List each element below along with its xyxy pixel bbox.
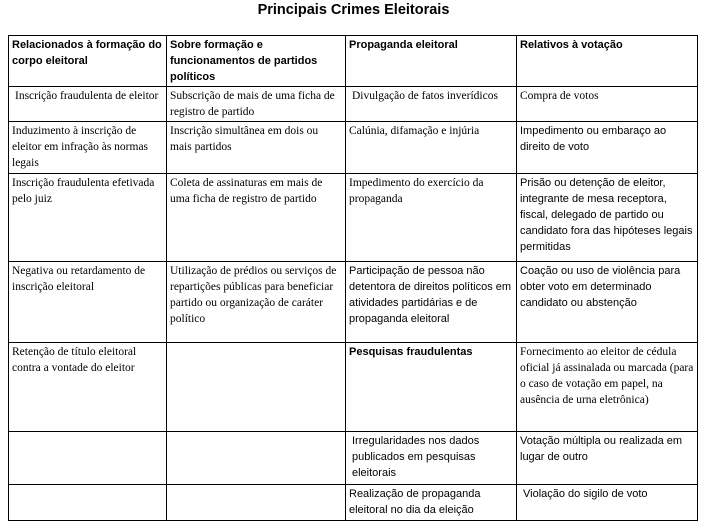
- table-cell: [9, 432, 167, 485]
- table-cell: Coação ou uso de violência para obter voto em determinado candidato ou abstenção: [517, 262, 698, 343]
- table-cell: Irregularidades nos dados publicados em pesquisas eleitorais: [346, 432, 517, 485]
- header-formacao-corpo-eleitoral: Relacionados à formação do corpo eleitoral: [9, 36, 167, 87]
- table-cell: [167, 343, 346, 432]
- table-cell: Divulgação de fatos inverídicos: [346, 87, 517, 122]
- table-cell: Fornecimento ao eleitor de cédula oficial já assinalada ou marcada (para o caso de votação em papel, na ausência de urna eletrônica): [517, 343, 698, 432]
- header-partidos-politicos: Sobre formação e funcionamentos de partidos políticos: [167, 36, 346, 87]
- table-cell: Impedimento do exercício da propaganda: [346, 174, 517, 262]
- table-cell: Inscrição simultânea em dois ou mais partidos: [167, 122, 346, 174]
- header-votacao: Relativos à votação: [517, 36, 698, 87]
- table-row: [9, 174, 698, 262]
- table-cell: Calúnia, difamação e injúria: [346, 122, 517, 174]
- table-cell: Utilização de prédios ou serviços de repartições públicas para beneficiar partido ou organização de caráter político: [167, 262, 346, 343]
- table-cell: [167, 485, 346, 521]
- header-propaganda-eleitoral: Propaganda eleitoral: [346, 36, 517, 87]
- table-cell: Compra de votos: [517, 87, 698, 122]
- table-cell: Subscrição de mais de uma ficha de registro de partido: [167, 87, 346, 122]
- table-cell: Realização de propaganda eleitoral no dia da eleição: [346, 485, 517, 521]
- table-cell: Violação do sigilo de voto: [517, 485, 698, 521]
- table-row: [9, 432, 698, 485]
- page-title: Principais Crimes Eleitorais: [257, 2, 450, 18]
- table-row: [9, 262, 698, 343]
- table-header-row: [9, 36, 698, 87]
- table-cell: [9, 485, 167, 521]
- table-cell: Prisão ou detenção de eleitor, integrante de mesa receptora, fiscal, delegado de partido ou candidato fora das hipóteses legais permitidas: [517, 174, 698, 262]
- table-cell: Participação de pessoa não detentora de direitos políticos em atividades partidárias e de propaganda eleitoral: [346, 262, 517, 343]
- table-row: [9, 343, 698, 432]
- table-cell: Coleta de assinaturas em mais de uma ficha de registro de partido: [167, 174, 346, 262]
- table-row: [9, 485, 698, 521]
- table-cell: Inscrição fraudulenta efetivada pelo juiz: [9, 174, 167, 262]
- table-row: [9, 122, 698, 174]
- table-row: [9, 87, 698, 122]
- table-cell: Votação múltipla ou realizada em lugar de outro: [517, 432, 698, 485]
- table-cell: Retenção de título eleitoral contra a vontade do eleitor: [9, 343, 167, 432]
- crimes-table: [8, 35, 698, 521]
- table-cell: Impedimento ou embaraço ao direito de voto: [517, 122, 698, 174]
- table-cell: Pesquisas fraudulentas: [346, 343, 517, 432]
- table-cell: [167, 432, 346, 485]
- table-cell: Induzimento à inscrição de eleitor em infração às normas legais: [9, 122, 167, 174]
- table-cell: Negativa ou retardamento de inscrição eleitoral: [9, 262, 167, 343]
- table-cell: Inscrição fraudulenta de eleitor: [9, 87, 167, 122]
